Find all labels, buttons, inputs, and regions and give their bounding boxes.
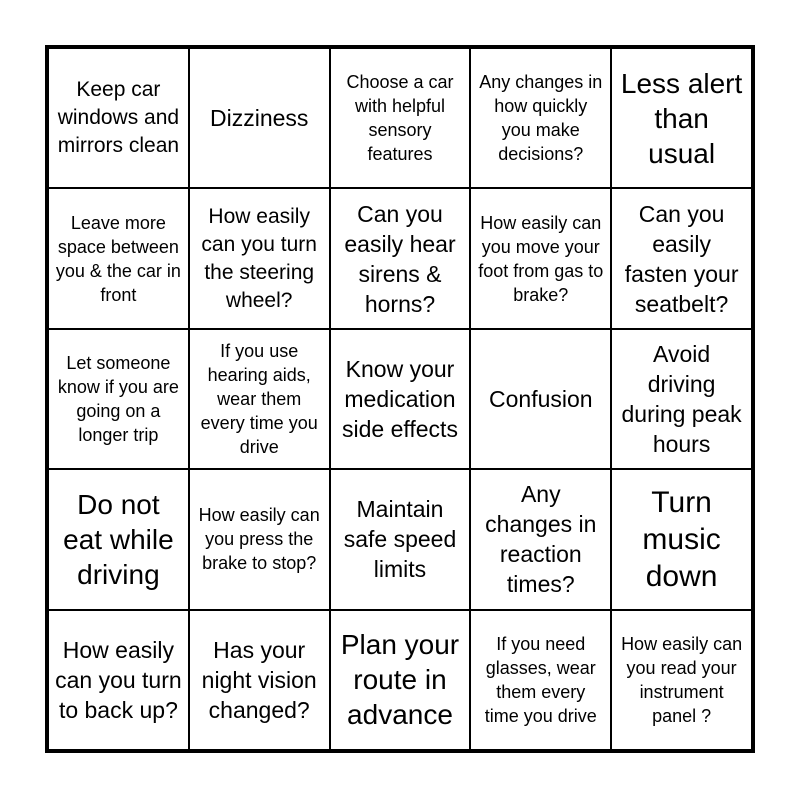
- bingo-cell-text: Can you easily fasten your seatbelt?: [624, 200, 739, 317]
- bingo-cell-text: Choose a car with helpful sensory features: [346, 72, 454, 165]
- bingo-cell[interactable]: [48, 188, 189, 328]
- bingo-cell-text: If you use hearing aids, wear them every time you drive: [200, 340, 318, 457]
- bingo-cell[interactable]: [330, 469, 471, 609]
- bingo-cell-text: Do not eat while driving: [63, 488, 174, 590]
- bingo-cell[interactable]: [470, 469, 611, 609]
- bingo-cell-text: Any changes in how quickly you make decisions?: [479, 72, 603, 165]
- bingo-cell-text: Keep car windows and mirrors clean: [57, 78, 180, 158]
- bingo-cell[interactable]: [189, 329, 330, 469]
- bingo-cell-text: Can you easily hear sirens & horns?: [344, 200, 456, 317]
- bingo-cell-text: Know your medication side effects: [342, 355, 458, 442]
- bingo-cell-text: Has your night vision changed?: [201, 636, 317, 723]
- bingo-cell-text: Less alert than usual: [620, 67, 743, 169]
- bingo-cell-text: Any changes in reaction times?: [485, 481, 597, 598]
- bingo-cell-text: How easily can you turn to back up?: [55, 636, 182, 723]
- bingo-cell[interactable]: [48, 610, 189, 750]
- bingo-cell-text: Maintain safe speed limits: [343, 496, 457, 583]
- bingo-cell[interactable]: [470, 329, 611, 469]
- bingo-cell[interactable]: [611, 469, 752, 609]
- bingo-cell[interactable]: [611, 188, 752, 328]
- bingo-board: [45, 45, 755, 753]
- bingo-cell-text: Let someone know if you are going on a longer trip: [57, 352, 179, 445]
- bingo-cell[interactable]: [611, 610, 752, 750]
- bingo-cell-text: How easily can you turn the steering wheel?: [201, 204, 317, 312]
- bingo-cell[interactable]: [611, 329, 752, 469]
- bingo-cell[interactable]: [330, 610, 471, 750]
- bingo-cell[interactable]: [48, 329, 189, 469]
- bingo-cell[interactable]: [330, 329, 471, 469]
- bingo-cell-text: Plan your route in advance: [340, 629, 460, 731]
- bingo-cell[interactable]: [189, 469, 330, 609]
- bingo-cell[interactable]: [48, 469, 189, 609]
- bingo-cell-text: Dizziness: [209, 105, 309, 132]
- bingo-cell[interactable]: [330, 188, 471, 328]
- bingo-cell[interactable]: [189, 48, 330, 188]
- bingo-cell-text: Turn music down: [642, 485, 721, 593]
- bingo-cell-text: If you need glasses, wear them every time you drive: [484, 633, 597, 726]
- bingo-cell-text: Confusion: [489, 385, 593, 412]
- bingo-cell[interactable]: [470, 48, 611, 188]
- bingo-cell-text: Leave more space between you & the car in front: [55, 212, 181, 305]
- bingo-cell-text: Avoid driving during peak hours: [621, 340, 742, 457]
- bingo-cell-text: How easily can you move your foot from gas to brake?: [478, 212, 604, 305]
- bingo-cell[interactable]: [470, 188, 611, 328]
- bingo-cell[interactable]: [470, 610, 611, 750]
- bingo-cell-text: How easily can you press the brake to stop?: [198, 505, 320, 574]
- bingo-cell[interactable]: [611, 48, 752, 188]
- bingo-cell-text: How easily can you read your instrument panel ?: [621, 633, 743, 726]
- bingo-cell[interactable]: [48, 48, 189, 188]
- bingo-cell[interactable]: [189, 188, 330, 328]
- bingo-cell[interactable]: [189, 610, 330, 750]
- bingo-cell[interactable]: [330, 48, 471, 188]
